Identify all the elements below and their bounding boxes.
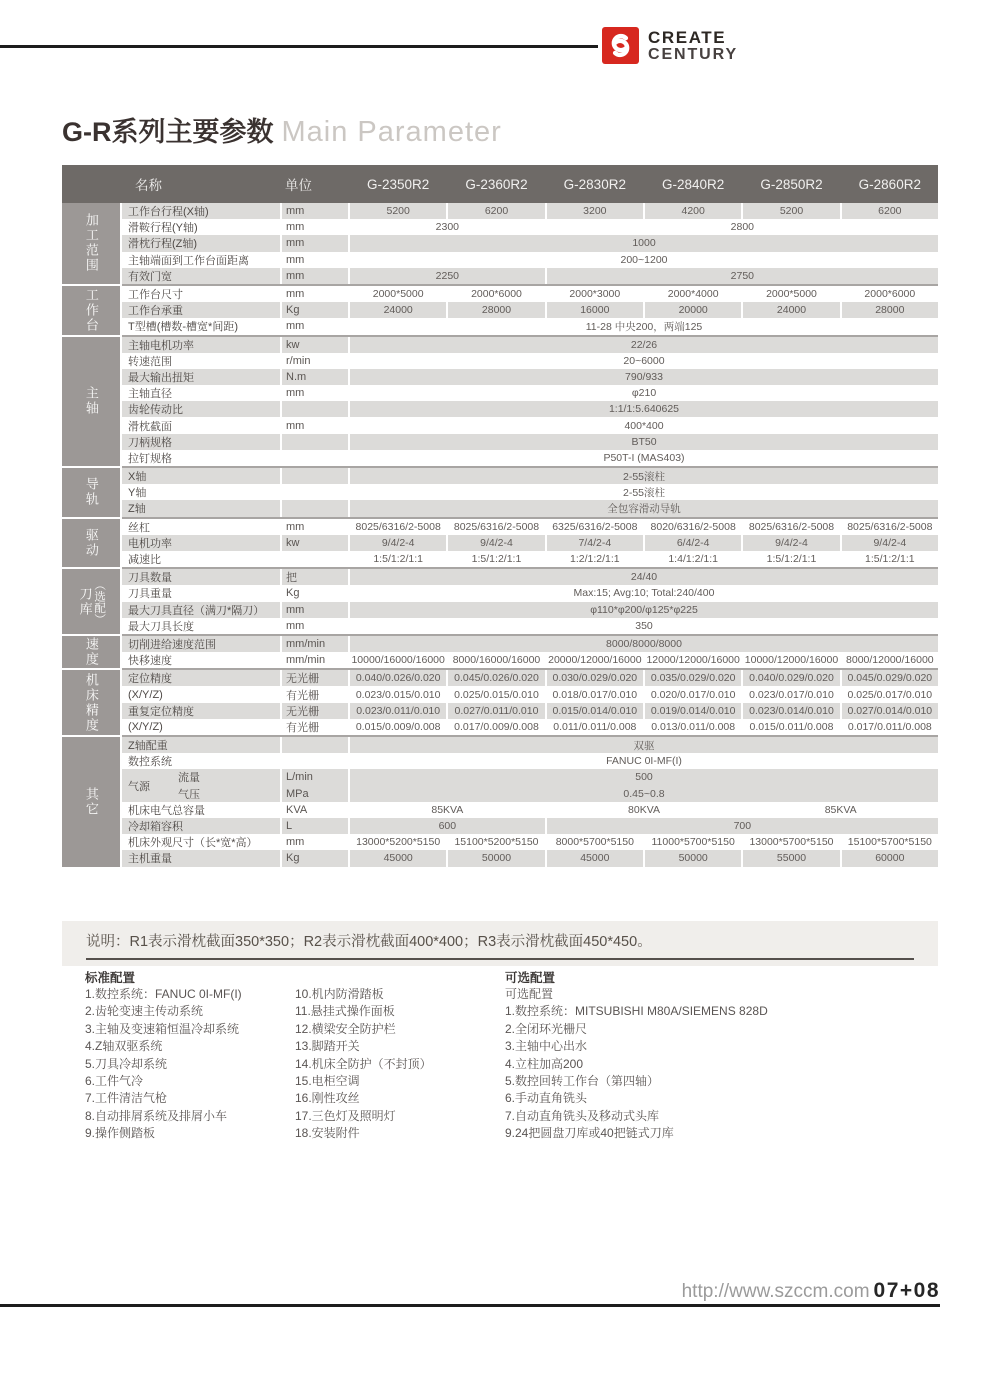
config-item: 5.数控回转工作台（第四轴） bbox=[505, 1074, 660, 1089]
interlocked-s-icon bbox=[607, 32, 634, 59]
footer bbox=[682, 1279, 940, 1303]
spec-name: 减速比 bbox=[122, 551, 280, 567]
spec-value: 13000*5200*5150 bbox=[350, 834, 446, 850]
spec-value: 6/4/2-4 bbox=[645, 535, 741, 551]
spec-value: 45000 bbox=[350, 850, 446, 866]
spec-name: 齿轮传动比 bbox=[122, 401, 280, 417]
spec-name: 快移速度 bbox=[122, 652, 280, 668]
spec-value: 2250 bbox=[350, 268, 545, 284]
spec-value: Max:15; Avg:10; Total:240/400 bbox=[350, 585, 938, 601]
spec-name: 定位精度 bbox=[122, 670, 280, 686]
category-label bbox=[62, 569, 120, 634]
spec-name: 有效门宽 bbox=[122, 268, 280, 284]
spec-unit bbox=[282, 434, 348, 450]
config-item: 2.全闭环光栅尺 bbox=[505, 1021, 588, 1036]
column-header-model: G-2350R2 bbox=[367, 176, 430, 192]
spec-name: 主轴电机功率 bbox=[122, 337, 280, 353]
spec-unit: mm bbox=[282, 235, 348, 251]
spec-value: 24/40 bbox=[350, 569, 938, 585]
spec-unit: kw bbox=[282, 337, 348, 353]
spec-name: 最大刀具长度 bbox=[122, 618, 280, 634]
spec-name: 主轴端面到工作台面距离 bbox=[122, 252, 280, 268]
category-label-text: 驱动 bbox=[83, 527, 99, 558]
config-item: 9.24把圆盘刀库或40把链式刀库 bbox=[505, 1126, 674, 1141]
spec-unit: mm bbox=[282, 318, 348, 334]
spec-value: 24000 bbox=[350, 302, 446, 318]
spec-unit: N.m bbox=[282, 369, 348, 385]
spec-unit bbox=[282, 484, 348, 500]
spec-unit: mm bbox=[282, 385, 348, 401]
column-header-model: G-2850R2 bbox=[760, 176, 823, 192]
spec-value: 0.023/0.011/0.010 bbox=[350, 703, 446, 719]
spec-value: 1:5/1:2/1:1 bbox=[842, 551, 938, 567]
spec-name: 机床外观尺寸（长*宽*高） bbox=[122, 834, 280, 850]
spec-value: 0.013/0.011/0.008 bbox=[645, 719, 741, 735]
config-item: 6.工件气冷 bbox=[85, 1074, 144, 1089]
table-section bbox=[62, 203, 938, 284]
brand-line1: CREATE bbox=[648, 27, 727, 47]
spec-name: 刀柄规格 bbox=[122, 434, 280, 450]
spec-value: 0.015/0.009/0.008 bbox=[350, 719, 446, 735]
spec-value: 0.023/0.015/0.010 bbox=[350, 686, 446, 702]
spec-unit bbox=[282, 500, 348, 516]
spec-value: 0.45~0.8 bbox=[350, 786, 938, 802]
spec-value: 2000*6000 bbox=[448, 286, 544, 302]
spec-value: 2000*5000 bbox=[350, 286, 446, 302]
category-label bbox=[62, 337, 120, 467]
spec-name: 工作台承重 bbox=[122, 302, 280, 318]
spec-unit: mm/min bbox=[282, 652, 348, 668]
spec-value: 2-55滚柱 bbox=[350, 468, 938, 484]
spec-value: 0.017/0.011/0.008 bbox=[842, 719, 938, 735]
note-text: 说明：R1表示滑枕截面350*350；R2表示滑枕截面400*400；R3表示滑枕截面450*450。 bbox=[86, 930, 914, 960]
spec-value: 0.040/0.026/0.020 bbox=[350, 670, 446, 686]
spec-value: 9/4/2-4 bbox=[350, 535, 446, 551]
category-label bbox=[62, 286, 120, 335]
config-item: 15.电柜空调 bbox=[295, 1074, 360, 1089]
spec-value: 0.027/0.011/0.010 bbox=[448, 703, 544, 719]
spec-name: 工作台尺寸 bbox=[122, 286, 280, 302]
spec-value: 790/933 bbox=[350, 369, 938, 385]
spec-value: 15100*5700*5150 bbox=[842, 834, 938, 850]
category-label-text: 其它 bbox=[83, 786, 99, 817]
spec-value: 8025/6316/2-5008 bbox=[350, 519, 446, 535]
category-label-text: 机床精度 bbox=[83, 672, 99, 733]
spec-value: 45000 bbox=[547, 850, 643, 866]
config-item: 4.Z轴双驱系统 bbox=[85, 1039, 163, 1054]
spec-value: 6200 bbox=[448, 203, 544, 219]
column-header-model: G-2830R2 bbox=[563, 176, 626, 192]
config-item: 7.工件清洁气枪 bbox=[85, 1091, 168, 1106]
column-header-model: G-2360R2 bbox=[465, 176, 528, 192]
spec-name: X轴 bbox=[122, 468, 280, 484]
config-item: 6.手动直角铣头 bbox=[505, 1091, 588, 1106]
spec-value: 0.025/0.015/0.010 bbox=[448, 686, 544, 702]
config-item: 3.主轴中心出水 bbox=[505, 1039, 588, 1054]
spec-unit: 把 bbox=[282, 569, 348, 585]
spec-name: 最大输出扭矩 bbox=[122, 369, 280, 385]
spec-unit bbox=[282, 450, 348, 466]
config-item: 8.自动排屑系统及排屑小车 bbox=[85, 1108, 228, 1123]
spec-value: 600 bbox=[350, 818, 545, 834]
spec-value: 1:2/1:2/1:1 bbox=[547, 551, 643, 567]
config-item: 1.数控系统：MITSUBISHI M80A/SIEMENS 828D bbox=[505, 1004, 768, 1019]
category-label-text: 加工范围 bbox=[83, 213, 99, 274]
spec-unit: 有光栅 bbox=[282, 686, 348, 702]
spec-value: 15100*5200*5150 bbox=[448, 834, 544, 850]
spec-value: 9/4/2-4 bbox=[842, 535, 938, 551]
spec-unit: L bbox=[282, 818, 348, 834]
spec-unit: mm bbox=[282, 834, 348, 850]
category-label bbox=[62, 670, 120, 735]
spec-value: 11-28 中央200，两端125 bbox=[350, 318, 938, 334]
spec-value: 5200 bbox=[350, 203, 446, 219]
config-item: 11.悬挂式操作面板 bbox=[295, 1004, 395, 1019]
spec-name: 工作台行程(X轴) bbox=[122, 203, 280, 219]
spec-value: 55000 bbox=[743, 850, 839, 866]
spec-value: 60000 bbox=[842, 850, 938, 866]
column-header-model: G-2860R2 bbox=[858, 176, 921, 192]
spec-value: P50T-I (MAS403) bbox=[350, 450, 938, 466]
spec-value: 12000/12000/16000 bbox=[645, 652, 741, 668]
spec-value: 8025/6316/2-5008 bbox=[448, 519, 544, 535]
spec-name: (X/Y/Z) bbox=[122, 686, 280, 702]
spec-value: 2300 bbox=[350, 219, 545, 235]
spec-name: 流量 bbox=[178, 772, 200, 785]
spec-value: 0.023/0.017/0.010 bbox=[743, 686, 839, 702]
table-header-row bbox=[62, 165, 938, 203]
config-item: 10.机内防滑踏板 bbox=[295, 987, 384, 1001]
table-body bbox=[62, 203, 938, 867]
spec-name: 重复定位精度 bbox=[122, 703, 280, 719]
spec-unit: Kg bbox=[282, 850, 348, 866]
spec-name: Y轴 bbox=[122, 484, 280, 500]
spec-value: 6200 bbox=[842, 203, 938, 219]
spec-value: 200~1200 bbox=[350, 252, 938, 268]
table-section bbox=[62, 337, 938, 467]
standard-config-column-2 bbox=[295, 968, 505, 1143]
spec-name: 最大刀具直径（满刀*隔刀） bbox=[122, 602, 280, 618]
bottom-rule bbox=[0, 1304, 940, 1307]
spec-value: 2000*4000 bbox=[645, 286, 741, 302]
spec-value: φ110*φ200/φ125*φ225 bbox=[350, 602, 938, 618]
spec-value: 0.011/0.011/0.008 bbox=[547, 719, 643, 735]
spec-value: 1:5/1:2/1:1 bbox=[350, 551, 446, 567]
category-label-text: 速度 bbox=[83, 637, 99, 668]
category-label bbox=[62, 519, 120, 568]
standard-config-title: 标准配置 bbox=[85, 971, 136, 985]
config-item: 2.齿轮变速主传动系统 bbox=[85, 1004, 204, 1019]
category-label-text: 工作台 bbox=[83, 287, 99, 333]
spec-value: 85KVA bbox=[743, 802, 938, 818]
spec-value: 0.027/0.014/0.010 bbox=[842, 703, 938, 719]
spec-value: FANUC 0I-MF(I) bbox=[350, 753, 938, 769]
optional-config-title: 可选配置 bbox=[505, 971, 556, 985]
spec-value: 0.025/0.017/0.010 bbox=[842, 686, 938, 702]
spec-unit: KVA bbox=[282, 802, 348, 818]
spec-value: 16000 bbox=[547, 302, 643, 318]
spec-name: Z轴 bbox=[122, 500, 280, 516]
standard-config-column-1 bbox=[85, 968, 295, 1143]
spec-name: 数控系统 bbox=[122, 753, 280, 769]
spec-unit: mm bbox=[282, 219, 348, 235]
config-item: 可选配置 bbox=[505, 987, 554, 1001]
spec-unit: Kg bbox=[282, 302, 348, 318]
spec-value: 8020/6316/2-5008 bbox=[645, 519, 741, 535]
spec-name: 主轴直径 bbox=[122, 385, 280, 401]
spec-name: 刀具数量 bbox=[122, 569, 280, 585]
spec-unit: mm bbox=[282, 252, 348, 268]
spec-value: 6325/6316/2-5008 bbox=[547, 519, 643, 535]
config-item: 7.自动直角铣头及移动式头库 bbox=[505, 1108, 660, 1123]
company-logo bbox=[602, 27, 738, 64]
table-section bbox=[62, 737, 938, 867]
config-item: 5.刀具冷却系统 bbox=[85, 1056, 168, 1071]
spec-name: 冷却箱容积 bbox=[122, 818, 280, 834]
spec-value: 10000/12000/16000 bbox=[743, 652, 839, 668]
spec-name: 气压 bbox=[178, 788, 200, 801]
spec-value: 8000*5700*5150 bbox=[547, 834, 643, 850]
spec-value: 9/4/2-4 bbox=[448, 535, 544, 551]
spec-value: 50000 bbox=[448, 850, 544, 866]
optional-config-column bbox=[505, 968, 865, 1143]
spec-value: 28000 bbox=[842, 302, 938, 318]
spec-value: 1000 bbox=[350, 235, 938, 251]
spec-value: 0.040/0.029/0.020 bbox=[743, 670, 839, 686]
spec-unit bbox=[282, 753, 348, 769]
spec-value: 9/4/2-4 bbox=[743, 535, 839, 551]
spec-value: 8000/12000/16000 bbox=[842, 652, 938, 668]
spec-unit bbox=[282, 551, 348, 567]
table-section bbox=[62, 286, 938, 335]
category-label bbox=[62, 636, 120, 668]
spec-value: 20000/12000/16000 bbox=[547, 652, 643, 668]
spec-value: 2750 bbox=[547, 268, 938, 284]
spec-value: 20~6000 bbox=[350, 353, 938, 369]
spec-value: 0.018/0.017/0.010 bbox=[547, 686, 643, 702]
spec-unit: mm bbox=[282, 268, 348, 284]
spec-table bbox=[62, 165, 938, 867]
spec-unit: mm bbox=[282, 286, 348, 302]
spec-value: 8000/16000/16000 bbox=[448, 652, 544, 668]
config-item: 3.主轴及变速箱恒温冷却系统 bbox=[85, 1021, 240, 1036]
spec-value: 10000/16000/16000 bbox=[350, 652, 446, 668]
spec-group-cell bbox=[122, 769, 280, 801]
spec-name: 滑枕截面 bbox=[122, 417, 280, 433]
spec-unit: 无光栅 bbox=[282, 670, 348, 686]
category-label bbox=[62, 737, 120, 867]
config-item: 12.横梁安全防护栏 bbox=[295, 1021, 396, 1036]
table-section bbox=[62, 569, 938, 634]
spec-unit bbox=[282, 737, 348, 753]
spec-value: 8025/6316/2-5008 bbox=[842, 519, 938, 535]
spec-value: BT50 bbox=[350, 434, 938, 450]
page-number: 07+08 bbox=[873, 1279, 940, 1302]
spec-value: 85KVA bbox=[350, 802, 545, 818]
config-item: 18.安装附件 bbox=[295, 1126, 360, 1141]
spec-value: 400*400 bbox=[350, 417, 938, 433]
spec-value: 2800 bbox=[547, 219, 938, 235]
spec-name: 滑鞍行程(Y轴) bbox=[122, 219, 280, 235]
spec-value: 28000 bbox=[448, 302, 544, 318]
spec-value: 8000/8000/8000 bbox=[350, 636, 938, 652]
spec-name: 滑枕行程(Z轴) bbox=[122, 235, 280, 251]
category-label-text: 主轴 bbox=[83, 386, 99, 417]
spec-value: 22/26 bbox=[350, 337, 938, 353]
spec-unit: mm bbox=[282, 519, 348, 535]
spec-value: 700 bbox=[547, 818, 938, 834]
top-rule bbox=[0, 45, 598, 48]
spec-value: 0.045/0.026/0.020 bbox=[448, 670, 544, 686]
spec-value: 0.035/0.029/0.020 bbox=[645, 670, 741, 686]
spec-unit: Kg bbox=[282, 585, 348, 601]
spec-name: 切削进给速度范围 bbox=[122, 636, 280, 652]
page-title bbox=[62, 110, 502, 149]
spec-value: 3200 bbox=[547, 203, 643, 219]
brand-line2: CENTURY bbox=[648, 45, 739, 63]
config-item: 16.刚性攻丝 bbox=[295, 1091, 360, 1106]
spec-value: 1:5/1:2/1:1 bbox=[448, 551, 544, 567]
page-title-cn: G-R系列主要参数 bbox=[62, 117, 274, 147]
spec-value: 50000 bbox=[645, 850, 741, 866]
spec-name: 丝杠 bbox=[122, 519, 280, 535]
spec-value: 2-55滚柱 bbox=[350, 484, 938, 500]
spec-name: 转速范围 bbox=[122, 353, 280, 369]
spec-value: 13000*5700*5150 bbox=[743, 834, 839, 850]
spec-value: 全包容滑动导轨 bbox=[350, 500, 938, 516]
spec-unit: MPa bbox=[282, 786, 348, 802]
spec-value: φ210 bbox=[350, 385, 938, 401]
spec-value: 4200 bbox=[645, 203, 741, 219]
category-label-text: 导轨 bbox=[83, 477, 99, 508]
spec-unit: 无光栅 bbox=[282, 703, 348, 719]
spec-name: T型槽(槽数-槽宽*间距) bbox=[122, 318, 280, 334]
brand-name bbox=[648, 29, 738, 63]
table-section bbox=[62, 636, 938, 668]
column-header-name: 名称 bbox=[135, 178, 162, 193]
spec-value: 2000*5000 bbox=[743, 286, 839, 302]
spec-value: 0.020/0.017/0.010 bbox=[645, 686, 741, 702]
config-item: 9.操作侧踏板 bbox=[85, 1126, 156, 1141]
spec-name: 电机功率 bbox=[122, 535, 280, 551]
spec-value: 0.023/0.014/0.010 bbox=[743, 703, 839, 719]
spec-unit bbox=[282, 401, 348, 417]
config-item: 14.机床全防护（不封顶） bbox=[295, 1056, 432, 1071]
spec-name: 机床电气总容量 bbox=[122, 802, 280, 818]
config-item: 1.数控系统：FANUC 0I-MF(I) bbox=[85, 987, 242, 1001]
spec-name: 拉钉规格 bbox=[122, 450, 280, 466]
spec-value: 0.019/0.014/0.010 bbox=[645, 703, 741, 719]
spec-value: 1:1/1:5.640625 bbox=[350, 401, 938, 417]
spec-value: 80KVA bbox=[547, 802, 742, 818]
spec-name: (X/Y/Z) bbox=[122, 719, 280, 735]
spec-value: 双驱 bbox=[350, 737, 938, 753]
config-item: 13.脚踏开关 bbox=[295, 1039, 360, 1054]
config-spacer bbox=[295, 968, 505, 986]
column-header-unit: 单位 bbox=[285, 178, 312, 193]
spec-group-subnames bbox=[178, 769, 200, 801]
category-sublabel-text: （选配） bbox=[93, 578, 106, 625]
category-label bbox=[62, 468, 120, 517]
spec-value: 2000*3000 bbox=[547, 286, 643, 302]
spec-value: 500 bbox=[350, 769, 938, 785]
spec-unit: mm bbox=[282, 602, 348, 618]
spec-unit: mm bbox=[282, 417, 348, 433]
spec-unit: L/min bbox=[282, 769, 348, 785]
spec-value: 5200 bbox=[743, 203, 839, 219]
spec-value: 0.017/0.009/0.008 bbox=[448, 719, 544, 735]
logo-icon bbox=[602, 27, 639, 64]
spec-value: 11000*5700*5150 bbox=[645, 834, 741, 850]
config-item: 17.三色灯及照明灯 bbox=[295, 1108, 396, 1123]
spec-value: 24000 bbox=[743, 302, 839, 318]
table-section bbox=[62, 670, 938, 735]
spec-value: 1:5/1:2/1:1 bbox=[743, 551, 839, 567]
spec-value: 350 bbox=[350, 618, 938, 634]
table-section bbox=[62, 468, 938, 517]
spec-unit: mm/min bbox=[282, 636, 348, 652]
footer-url: http://www.szccm.com bbox=[681, 1281, 870, 1302]
spec-value: 0.045/0.029/0.020 bbox=[842, 670, 938, 686]
spec-unit: mm bbox=[282, 618, 348, 634]
spec-unit: r/min bbox=[282, 353, 348, 369]
spec-value: 2000*6000 bbox=[842, 286, 938, 302]
spec-group-label: 气源 bbox=[128, 780, 150, 793]
category-label-text: 刀库 bbox=[77, 586, 93, 617]
spec-value: 1:4/1:2/1:1 bbox=[645, 551, 741, 567]
spec-name: 刀具重量 bbox=[122, 585, 280, 601]
column-header-model: G-2840R2 bbox=[662, 176, 725, 192]
spec-name: 主机重量 bbox=[122, 850, 280, 866]
config-item: 4.立柱加高200 bbox=[505, 1056, 584, 1071]
spec-unit: 有光栅 bbox=[282, 719, 348, 735]
spec-unit: mm bbox=[282, 203, 348, 219]
note-box bbox=[62, 921, 938, 966]
spec-value: 0.030/0.029/0.020 bbox=[547, 670, 643, 686]
spec-value: 0.015/0.014/0.010 bbox=[547, 703, 643, 719]
spec-value: 20000 bbox=[645, 302, 741, 318]
spec-unit bbox=[282, 468, 348, 484]
spec-name: Z轴配重 bbox=[122, 737, 280, 753]
spec-unit: kw bbox=[282, 535, 348, 551]
spec-value: 7/4/2-4 bbox=[547, 535, 643, 551]
spec-value: 8025/6316/2-5008 bbox=[743, 519, 839, 535]
category-label bbox=[62, 203, 120, 284]
spec-value: 0.015/0.011/0.008 bbox=[743, 719, 839, 735]
page-title-en: Main Parameter bbox=[281, 116, 502, 148]
table-section bbox=[62, 519, 938, 568]
